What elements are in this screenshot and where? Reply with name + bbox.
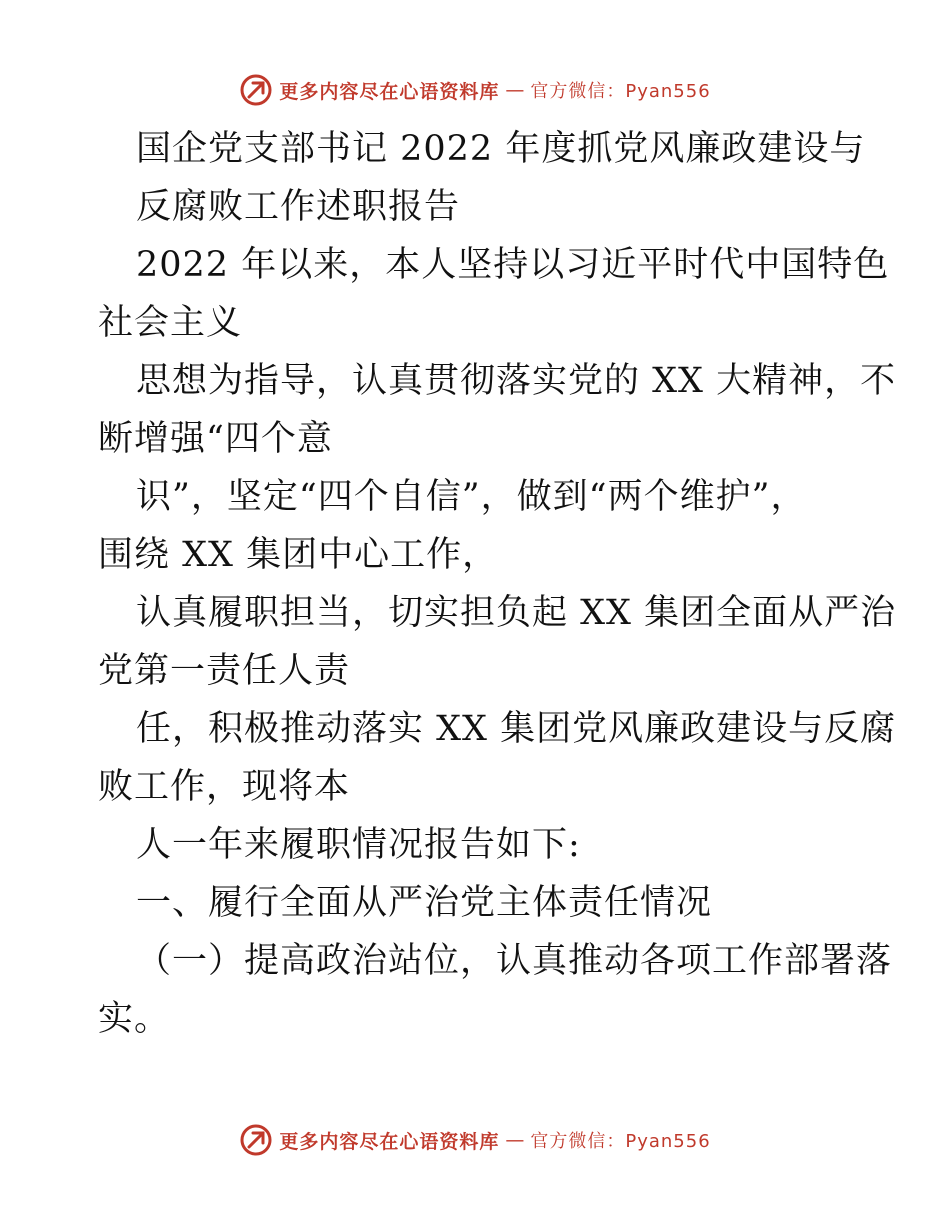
document-line: 国企党支部书记 2022 年度抓党风廉政建设与 — [136, 129, 866, 169]
document-line: 2022 年以来，本人坚持以习近平时代中国特色 — [136, 245, 890, 285]
document-line: 人一年来履职情况报告如下: — [136, 825, 581, 865]
document-line: 断增强“四个意 — [98, 419, 333, 459]
watermark-separator: — — [505, 79, 525, 101]
document-line: 思想为指导，认真贯彻落实党的 XX 大精神，不 — [136, 361, 897, 401]
document-line: 党第一责任人责 — [98, 651, 351, 691]
document-line: （一）提高政治站位，认真推动各项工作部署落 — [136, 941, 893, 981]
document-line: 社会主义 — [98, 303, 243, 343]
document-line: 反腐败工作述职报告 — [136, 187, 461, 227]
brand-logo-icon — [239, 73, 273, 107]
document-line: 识”，坚定“四个自信”，做到“两个维护”， — [136, 477, 807, 517]
document-line: 认真履职担当，切实担负起 XX 集团全面从严治 — [136, 593, 897, 633]
watermark-header — [0, 70, 950, 110]
document-line: 实。 — [98, 999, 171, 1039]
brand-logo-icon — [239, 1123, 273, 1157]
watermark-contact-text: 官方微信：Pyan556 — [530, 1131, 711, 1152]
document-line: 败工作，现将本 — [98, 767, 351, 807]
document-line: 一、履行全面从严治党主体责任情况 — [136, 883, 713, 923]
watermark-brand-text: 更多内容尽在心语资料库 — [279, 80, 500, 103]
document-body — [98, 120, 897, 1048]
watermark-separator: — — [505, 1129, 525, 1151]
watermark-footer — [0, 1120, 950, 1160]
document-line: 任，积极推动落实 XX 集团党风廉政建设与反腐 — [136, 709, 897, 749]
document-line: 围绕 XX 集团中心工作， — [98, 535, 499, 575]
watermark-brand-text: 更多内容尽在心语资料库 — [279, 1130, 500, 1153]
watermark-contact-text: 官方微信：Pyan556 — [530, 81, 711, 102]
